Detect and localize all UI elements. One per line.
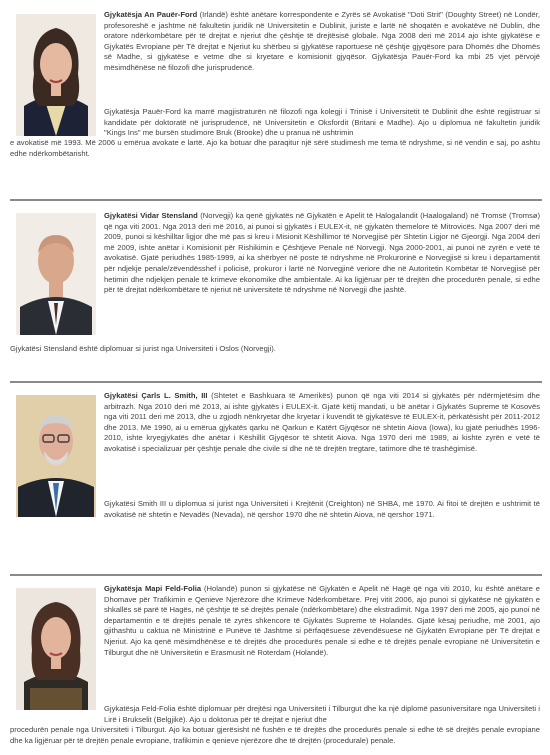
judge-bio-text: (Shtetet e Bashkuara të Amerikës) punon që nga viti 2014 si gjykatës për ndërmjetësim dhe arbitrazh. Nga 2010 deri më 2013, ai ishte gjykatës i EULEX-it. Gjatë këtij mandati, u bë anëtar i Gjykatës Supreme të Kosovës nga viti 2011 deri më 2013, dhe u zgjodh nënkryetar dhe kryetar i kuvendit të gjykatësve të EULEX-it, përkatësisht për 2011-2012 dhe 2013. Më 1990, ai u emërua gjykatës qarku në Qarkun e Katërt Gjyqësor në shtetin Aiova (Iowa), ku gjatë periudhës 1996-2010, ishte kryegjykatës dhe anëtar i Këshillit Gjyqësor të shtetit Aiova. Nga 1970 deri më 1989, ai kishte zyrën e vetë të avokatisë i specializuar për çështje penale dhe civile si dhe në të drejtën tregtare, tatimore dhe të trashëgimisë. [104, 391, 540, 453]
judge-card-smith [10, 391, 540, 541]
judge-bio-text: (Holandë) punon si gjykatëse në Gjykatën e Apelit në Hagë që nga viti 2010, ku është anëtare e Dhomave për Trafikimin e Qenieve Njerëzore dhe Krimeve Ndërkombëtare. Prej vitit 2006, ajo punoi si gjykatëse në gjykatën e shkallës së parë të Hagës, në çështje të së drejtës penale (ndërkombëtare) dhe ekstradimit. Nga 1997 deri më 2005, ajo punoi në departamentin e të drejtës penale të zyrës shkencore të Gjykatës Supreme të Holandës. Gjatë kësaj periudhe, më 2001, ajo gjithashtu u caktua në Ministrinë e Punëve të Jashtme si përfaqësuese zëvendësuese në Gjykatën Evropiane për Të drejtat e Njeriut. Ajo ka qenë mësimdhënëse e të drejtës dhe procedurës penale si edhe e të drejtës penale evropiane në Universitetin e Tilburgut dhe në Universitetin e Erasmusit në Roterdam (Holandë). [104, 584, 540, 657]
judge-photo-feld-folia [16, 588, 96, 710]
judge-photo-power-ford [16, 14, 96, 136]
section-divider [10, 574, 542, 576]
judge-education-tail-stensland [10, 344, 540, 355]
judge-education-text: Gjykatësi Smith III u diplomua si jurist nga Universiteti i Krejtënit (Creighton) në SHBA, më 1970. Ai fitoi të drejtën e ushtrimit të avokatisë në shtetin e Nevadës (Nevada), në qershor 1970 dhe në shtetin Aiova, në qershor 1971. [104, 499, 540, 519]
judge-name-smith: Gjykatësi Çarls L. Smith, III [104, 391, 208, 400]
judge-bio-stensland [104, 211, 540, 296]
judge-education-text: Gjykatësja Pauër-Ford ka marrë magjistraturën në filozofi nga kolegji i Trinisë i Universitetit të Dublinit dhe është regjistruar si kandidate për doktoratë në jurisprudencë, në Universitetin e Oksfordit (Britani e Madhe). Ajo u diplomua në fakultetin juridik "Kings Ins" me bursën studimore Bruk (Brooke) dhe u pranua në ushtrimin [104, 107, 540, 138]
judge-education-tail-text: Gjykatësi Stensland është diplomuar si jurist nga Universiteti i Oslos (Norvegji). [10, 344, 276, 353]
section-divider [10, 199, 542, 201]
judge-education-power-ford [104, 107, 540, 139]
judge-card-power-ford [10, 10, 540, 175]
judge-education-feld-folia [104, 704, 540, 725]
judge-education-text: Gjykatësja Feld-Folia është diplomuar për drejtësi nga Universiteti i Tilburgut dhe ka një diplomë pasuniversitare nga Universiteti i Lirë i Brukselit (Belgjikë). Ajo u doktorua për të drejtat e njeriut dhe [104, 704, 540, 724]
judge-card-stensland [10, 211, 540, 361]
judge-bio-smith [104, 391, 540, 455]
section-divider [10, 381, 542, 383]
judge-bio-text: (Norvegji) ka qenë gjykatës në Gjykatën e Apelit të Halogalandit (Haalogaland) në Tromsë (Tromsø) që nga viti 2001. Nga 2013 deri më 2016, ai punoi si gjykatës i EULEX-it, në gjykatën themelore të Mitrovicës. Nga 2007 deri më 2009, punoi si këshilltar ligjor dhe më pas si kreu i Misionit Këshillimor të Norvegjisë për Shtetin Ligjor në Gjeorgji. Nga 2004 deri më 2009, ishte anëtar i Komisionit për Rishikimin e Çështjeve Penale në Norvegji. Nga 2000-2001, ai punoi në zyrën e vetë të avokatisë. Gjatë periudhës 1985-1999, ai ka shërbyer në poste të ndryshme në Prokurorinë e Norvegjisë si kreu i departamentit për ndjekje penale/zëvendësshef i policisë, prokuror i lartë në Norvegjinë veriore dhe në Autoritetin Kombëtar të Norvegjisë për hetimin dhe ndjekjen penale të krimeve ekonomike dhe ambientale. Ai ka ligjëruar për të drejtën dhe procedurën penale, si edhe për të drejtat ndërkombëtare të njeriut në universitete të ndryshme në Norvegji dhe jashtë. [104, 211, 540, 295]
judge-education-tail-power-ford [10, 138, 540, 159]
judge-bio-power-ford [104, 10, 540, 74]
judge-education-tail-text: e avokatisë më 1993. Më 2006 u emërua avokate e lartë. Ajo ka botuar dhe paraqitur një sërë studimesh me tema të ndryshme, si në vendin e saj, po ashtu edhe ndërkombëtarisht. [10, 138, 540, 158]
judge-name-stensland: Gjykatësi Vidar Stensland [104, 211, 198, 220]
judge-name-power-ford: Gjykatësja An Pauër-Ford [104, 10, 198, 19]
judge-bio-feld-folia [104, 584, 540, 658]
judge-education-smith [104, 499, 540, 520]
judge-photo-stensland [16, 213, 96, 335]
judge-bio-text: (Irlandë) është anëtare korrespondente e Zyrës së Avokatisë "Doti Strit" (Doughty Street) në Londër, profesoreshë e jashtme në fakultetin juridik në Universitetin e Dublinit, juriste e lartë në shoqatën e avokatëve në Dublin, dhe oratore ndërkombëtare për të drejtat e njeriut dhe çështje të drejtësisë globale. Nga 2008 deri më 2014 ajo ishte gjykatëse e Gjykatës Evropiane për Të drejtat e Njeriut ku shërbeu si gjykatëse raportuese në çështje gjyqësore para Dhomës dhe Dhomës së Madhe, si gjykatëse e vetme dhe si kryetare e komisionit gjyqësor. Gjykatësja Pauër-Ford ka mbi 25 vjet përvojë mësimdhënëse në filozofi dhe jurisprudencë. [104, 10, 540, 72]
judge-card-feld-folia [10, 584, 540, 752]
judge-education-tail-feld-folia [10, 725, 540, 746]
judge-name-feld-folia: Gjykatësja Mapi Feld-Folia [104, 584, 202, 593]
judge-education-tail-text: procedurën penale nga Universiteti i Tilburgut. Ajo ka botuar gjerësisht në fushën e të drejtës dhe procedurës penale si edhe të së drejtës penale evropiane dhe ka ligjëruar për të drejtën penale evropiane, trafikimin e qenieve njerëzore dhe të drejtën (procedurale) penale. [10, 725, 540, 745]
judge-photo-smith [16, 395, 96, 517]
